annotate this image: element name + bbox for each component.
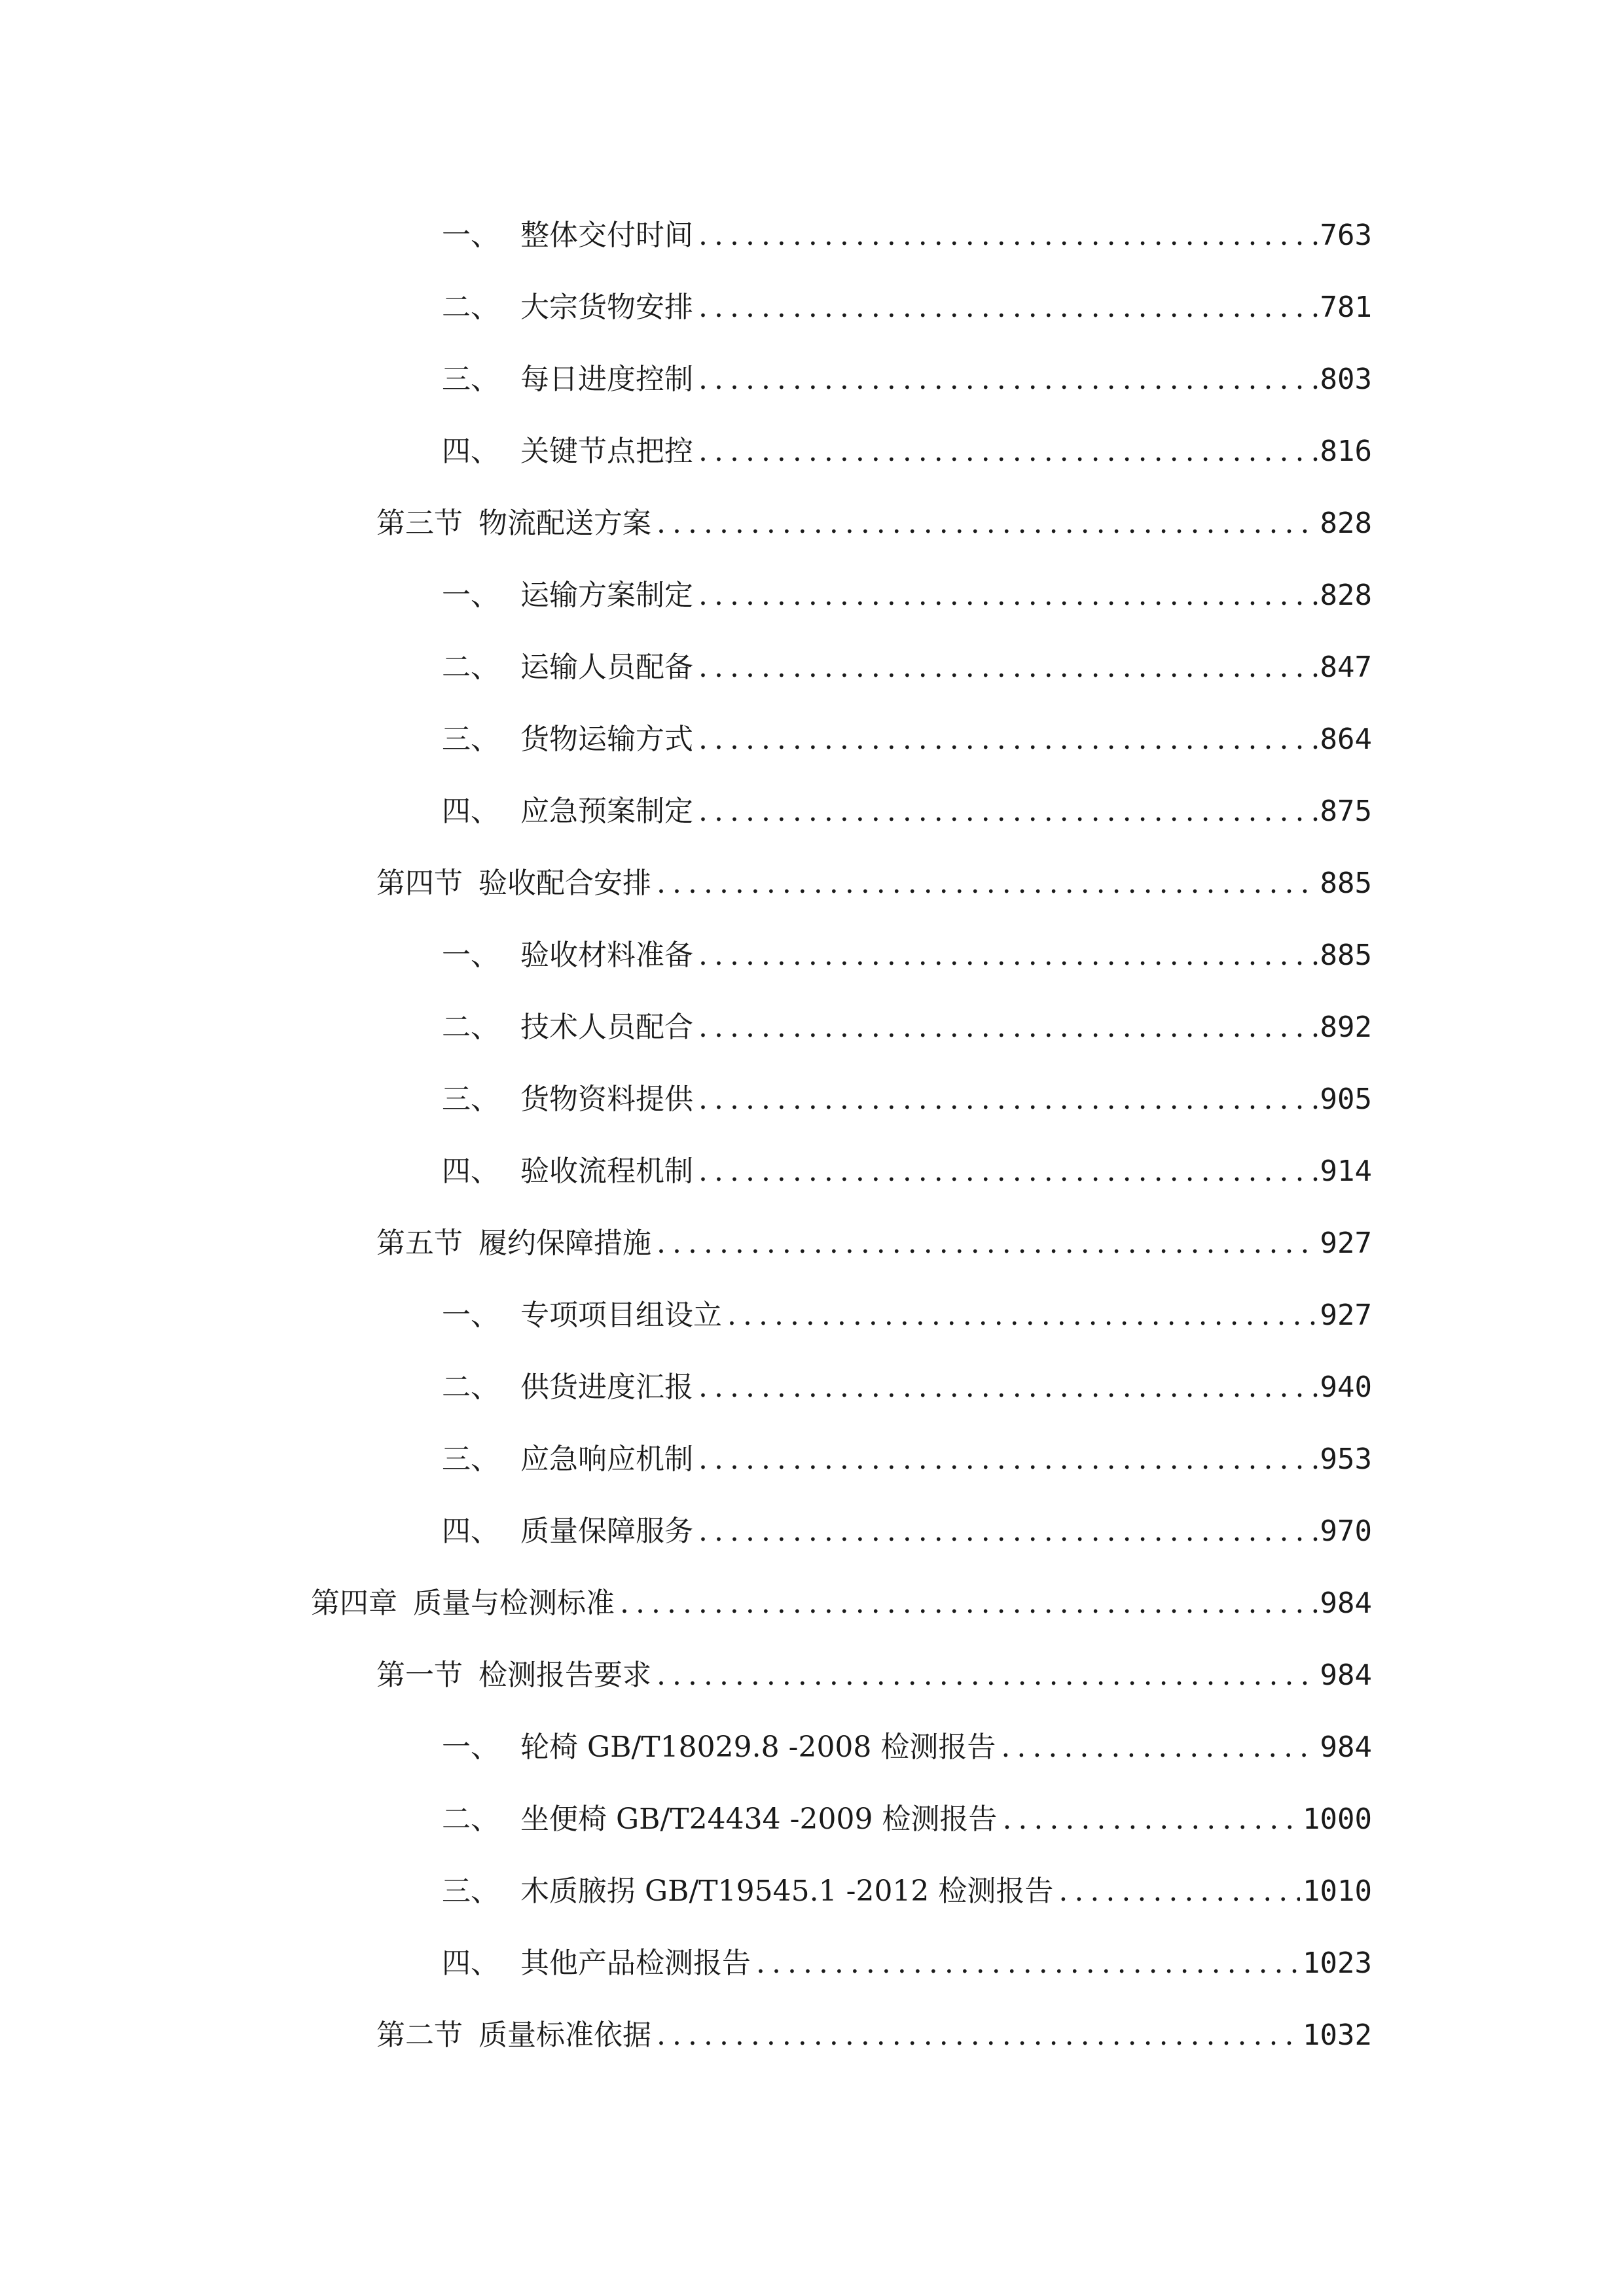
toc-entry[interactable] <box>442 1715 1372 1767</box>
toc-entry[interactable] <box>442 419 1372 471</box>
toc-entry-page: 984 <box>1320 1731 1372 1764</box>
toc-entry-title: 物流配送方案 <box>478 507 651 540</box>
dot-leader <box>722 1296 1318 1335</box>
toc-entry[interactable] <box>311 1571 1372 1623</box>
toc-entry[interactable] <box>442 707 1372 759</box>
toc-entry-title: 大宗货物安排 <box>520 291 693 324</box>
toc-entry[interactable] <box>442 635 1372 687</box>
dot-leader <box>693 792 1318 831</box>
dot-leader <box>751 1944 1300 1983</box>
toc-entry-title: 货物运输方式 <box>520 723 693 756</box>
toc-entry[interactable] <box>376 491 1372 543</box>
toc-entry-page: 875 <box>1320 795 1372 828</box>
toc-entry-number: 二、 <box>442 1371 499 1404</box>
dot-leader <box>1053 1872 1300 1911</box>
toc-entry-number: 二、 <box>442 1011 499 1044</box>
toc-entry[interactable] <box>376 1643 1372 1695</box>
toc-entry-title: 整体交付时间 <box>520 219 693 252</box>
dot-leader <box>651 1656 1318 1695</box>
toc-entry[interactable] <box>442 779 1372 831</box>
toc-entry-number: 三、 <box>442 363 499 396</box>
toc-entry-number: 三、 <box>442 723 499 756</box>
dot-leader <box>651 864 1318 903</box>
toc-entry-page: 864 <box>1320 723 1372 756</box>
toc-entry[interactable] <box>442 203 1372 255</box>
toc-entry-number: 四、 <box>442 1155 499 1188</box>
toc-entry[interactable] <box>442 1139 1372 1191</box>
dot-leader <box>693 216 1318 255</box>
toc-entry-title: 木质腋拐 GB/T19545.1 -2012 检测报告 <box>520 1874 1054 1908</box>
toc-entry-title: 专项项目组设立 <box>520 1299 722 1332</box>
dot-leader <box>693 288 1318 327</box>
dot-leader <box>651 1224 1318 1263</box>
toc-entry-number: 第二节 <box>376 2018 463 2052</box>
toc-entry[interactable] <box>442 275 1372 327</box>
toc-entry[interactable] <box>376 1211 1372 1263</box>
toc-entry-number: 三、 <box>442 1874 499 1908</box>
toc-entry-number: 三、 <box>442 1443 499 1476</box>
toc-entry-number: 四、 <box>442 1515 499 1548</box>
toc-entry-title: 质量保障服务 <box>520 1515 693 1548</box>
toc-entry[interactable] <box>442 1283 1372 1335</box>
toc-entry-page: 828 <box>1320 507 1372 540</box>
toc-entry[interactable] <box>442 1931 1372 1983</box>
toc-entry-number: 二、 <box>442 651 499 684</box>
toc-entry[interactable] <box>442 1499 1372 1551</box>
toc-entry-title: 履约保障措施 <box>478 1227 651 1260</box>
dot-leader <box>997 1800 1300 1839</box>
toc-entry[interactable] <box>376 2003 1372 2055</box>
dot-leader <box>693 1440 1318 1479</box>
toc-entry-title: 坐便椅 GB/T24434 -2009 检测报告 <box>520 1803 998 1836</box>
toc-entry[interactable] <box>376 851 1372 903</box>
toc-entry-page: 984 <box>1320 1659 1372 1692</box>
toc-entry-title: 应急响应机制 <box>520 1443 693 1476</box>
toc-entry-page: 816 <box>1320 435 1372 468</box>
toc-entry-page: 892 <box>1320 1011 1372 1044</box>
toc-entry-page: 1000 <box>1303 1803 1372 1836</box>
toc-entry-title: 检测报告要求 <box>478 1659 651 1692</box>
toc-entry-page: 1032 <box>1303 2018 1372 2052</box>
dot-leader <box>693 1152 1318 1191</box>
toc-entry-number: 一、 <box>442 1731 499 1764</box>
toc-entry-page: 927 <box>1320 1299 1372 1332</box>
toc-entry-number: 二、 <box>442 291 499 324</box>
toc-entry-title: 质量标准依据 <box>478 2018 651 2052</box>
toc-entry-number: 第五节 <box>376 1227 463 1260</box>
toc-entry-page: 885 <box>1320 867 1372 900</box>
toc-entry-title: 验收配合安排 <box>478 867 651 900</box>
toc-entry-page: 828 <box>1320 579 1372 612</box>
dot-leader <box>615 1584 1318 1623</box>
toc-entry-title: 验收材料准备 <box>520 939 693 972</box>
toc-entry-page: 984 <box>1320 1587 1372 1620</box>
toc-entry-page: 847 <box>1320 651 1372 684</box>
toc-entry-number: 第一节 <box>376 1659 463 1692</box>
toc-entry-title: 技术人员配合 <box>520 1011 693 1044</box>
toc-entry-page: 927 <box>1320 1227 1372 1260</box>
toc-entry[interactable] <box>442 563 1372 615</box>
toc-entry-title: 运输人员配备 <box>520 651 693 684</box>
toc-entry-page: 803 <box>1320 363 1372 396</box>
dot-leader <box>693 1080 1318 1119</box>
toc-entry[interactable] <box>442 995 1372 1047</box>
toc-entry-page: 1010 <box>1303 1874 1372 1908</box>
dot-leader <box>693 360 1318 399</box>
toc-entry-page: 914 <box>1320 1155 1372 1188</box>
toc-entry-page: 763 <box>1320 219 1372 252</box>
toc-entry-number: 四、 <box>442 795 499 828</box>
toc-entry[interactable] <box>442 1859 1372 1911</box>
toc-entry-number: 第三节 <box>376 507 463 540</box>
toc-entry-title: 其他产品检测报告 <box>520 1946 751 1980</box>
toc-entry-number: 二、 <box>442 1803 499 1836</box>
toc-entry-page: 781 <box>1320 291 1372 324</box>
dot-leader <box>693 1368 1318 1407</box>
toc-entry-number: 一、 <box>442 939 499 972</box>
toc-entry-title: 运输方案制定 <box>520 579 693 612</box>
toc-entry[interactable] <box>442 1427 1372 1479</box>
toc-entry-title: 每日进度控制 <box>520 363 693 396</box>
dot-leader <box>651 2016 1300 2055</box>
toc-entry-page: 940 <box>1320 1371 1372 1404</box>
toc-entry-title: 质量与检测标准 <box>413 1587 615 1620</box>
dot-leader <box>693 648 1318 687</box>
dot-leader <box>693 432 1318 471</box>
dot-leader <box>693 576 1318 615</box>
toc-entry-number: 第四节 <box>376 867 463 900</box>
toc-entry-page: 905 <box>1320 1083 1372 1116</box>
toc-entry-title: 应急预案制定 <box>520 795 693 828</box>
toc-entry[interactable] <box>442 347 1372 399</box>
toc-entry-title: 关键节点把控 <box>520 435 693 468</box>
toc-entry-title: 轮椅 GB/T18029.8 -2008 检测报告 <box>520 1731 996 1764</box>
toc-entry-number: 四、 <box>442 1946 499 1980</box>
dot-leader <box>693 720 1318 759</box>
toc-entry-number: 一、 <box>442 1299 499 1332</box>
dot-leader <box>693 1008 1318 1047</box>
toc-entry-number: 一、 <box>442 219 499 252</box>
toc-entry-title: 货物资料提供 <box>520 1083 693 1116</box>
toc-entry-page: 885 <box>1320 939 1372 972</box>
toc-entry-page: 970 <box>1320 1515 1372 1548</box>
toc-entry[interactable] <box>442 1355 1372 1407</box>
toc-entry-number: 四、 <box>442 435 499 468</box>
toc-entry[interactable] <box>442 1067 1372 1119</box>
toc-entry-number: 第四章 <box>311 1587 397 1620</box>
dot-leader <box>651 504 1318 543</box>
toc-entry[interactable] <box>442 1787 1372 1839</box>
toc-entry-number: 一、 <box>442 579 499 612</box>
toc-entry-number: 三、 <box>442 1083 499 1116</box>
dot-leader <box>996 1728 1317 1767</box>
toc-entry-title: 供货进度汇报 <box>520 1371 693 1404</box>
dot-leader <box>693 1512 1318 1551</box>
dot-leader <box>693 936 1318 975</box>
toc-entry-page: 1023 <box>1303 1946 1372 1980</box>
toc-entry-title: 验收流程机制 <box>520 1155 693 1188</box>
toc-entry[interactable] <box>442 923 1372 975</box>
toc-entry-page: 953 <box>1320 1443 1372 1476</box>
